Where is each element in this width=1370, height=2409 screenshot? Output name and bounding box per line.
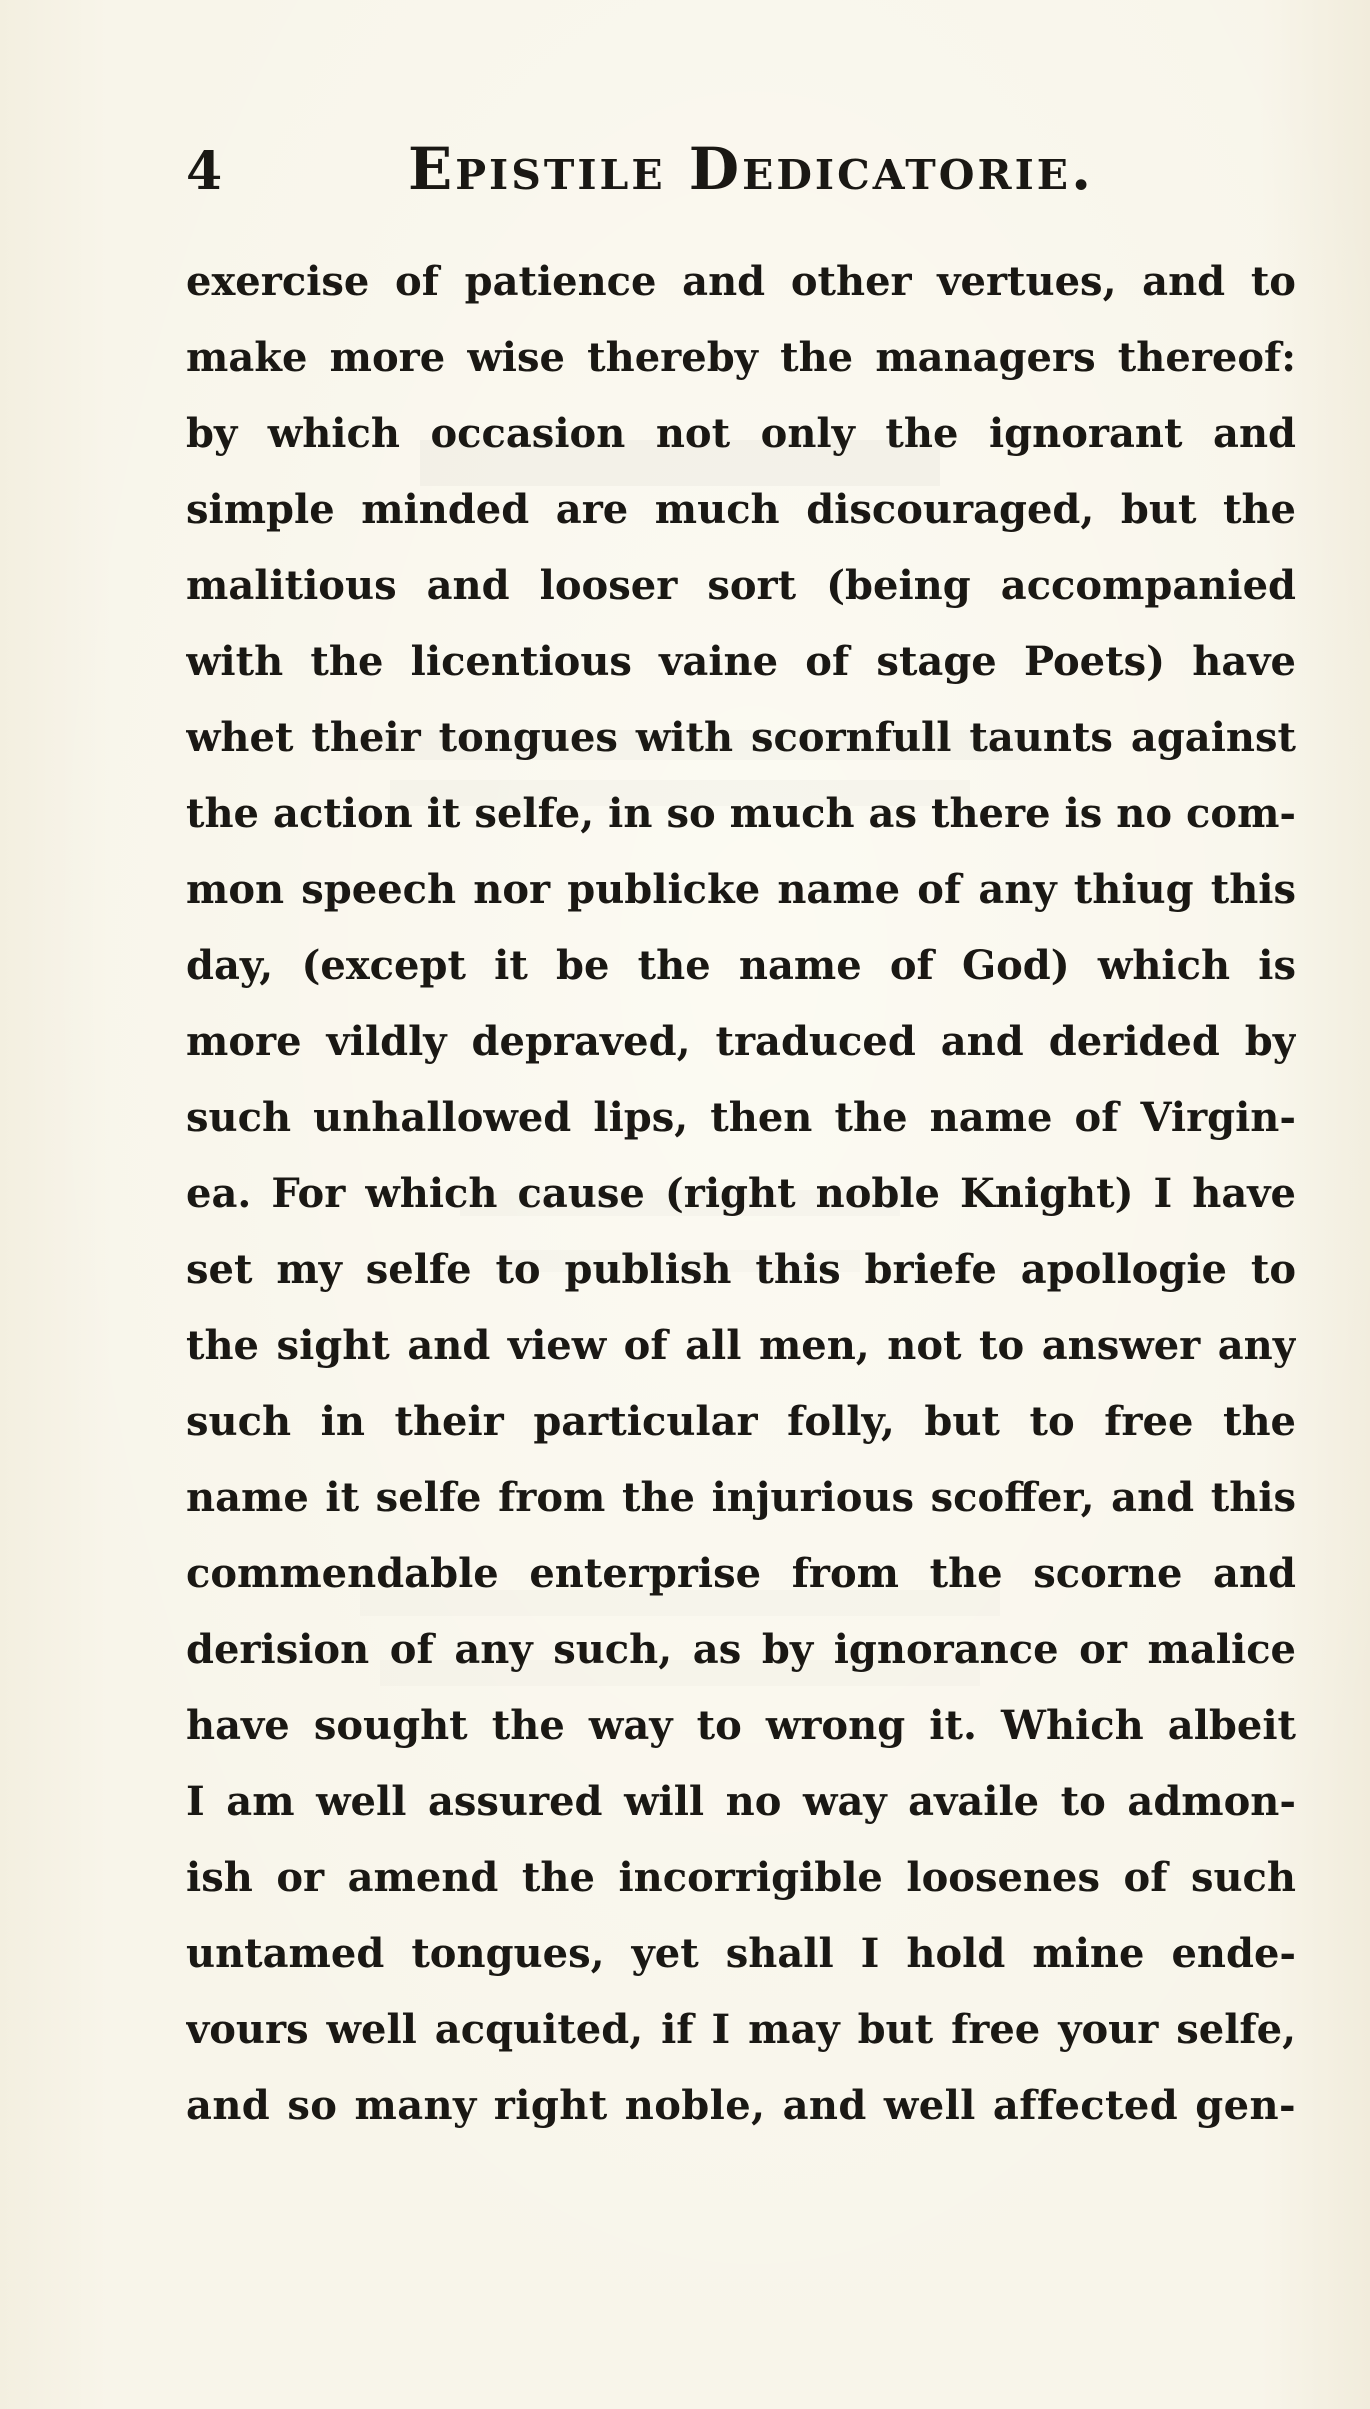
page-number: 4 [186, 141, 223, 202]
text-line: mon speech nor publicke name of any thiug this [186, 866, 1296, 913]
body-text [186, 244, 1296, 2144]
text-line: whet their tongues with scornfull taunts against [186, 714, 1296, 761]
text-line: more vildly depraved, traduced and derided by [186, 1018, 1296, 1065]
text-line: set my selfe to publish this briefe apollogie to [186, 1246, 1296, 1293]
text-line: and so many right noble, and well affected gen- [186, 2082, 1296, 2129]
running-head: Epistile Dedicatorie. [408, 135, 1095, 203]
text-line: by which occasion not only the ignorant and [186, 410, 1296, 457]
text-line: such in their particular folly, but to free the [186, 1398, 1296, 1445]
text-line: with the licentious vaine of stage Poets) have [186, 638, 1296, 685]
text-line: vours well acquited, if I may but free your selfe, [186, 2006, 1296, 2053]
text-line: the sight and view of all men, not to answer any [186, 1322, 1296, 1369]
text-line: derision of any such, as by ignorance or malice [186, 1626, 1296, 1673]
text-line: make more wise thereby the managers thereof: [186, 334, 1296, 381]
text-line: commendable enterprise from the scorne and [186, 1550, 1296, 1597]
page-header [186, 130, 1296, 210]
text-line: ish or amend the incorrigible loosenes of such [186, 1854, 1296, 1901]
text-line: ea. For which cause (right noble Knight) I have [186, 1170, 1296, 1217]
text-line: such unhallowed lips, then the name of Virgin- [186, 1094, 1296, 1141]
text-line: day, (except it be the name of God) which is [186, 942, 1296, 989]
text-line: name it selfe from the injurious scoffer, and this [186, 1474, 1296, 1521]
text-line: untamed tongues, yet shall I hold mine ende- [186, 1930, 1296, 1977]
text-line: malitious and looser sort (being accompanied [186, 562, 1296, 609]
text-line: have sought the way to wrong it. Which albeit [186, 1702, 1296, 1749]
text-line: exercise of patience and other vertues, and to [186, 258, 1296, 305]
text-line: the action it selfe, in so much as there is no com- [186, 790, 1296, 837]
text-line: I am well assured will no way availe to admon- [186, 1778, 1296, 1825]
text-line: simple minded are much discouraged, but the [186, 486, 1296, 533]
